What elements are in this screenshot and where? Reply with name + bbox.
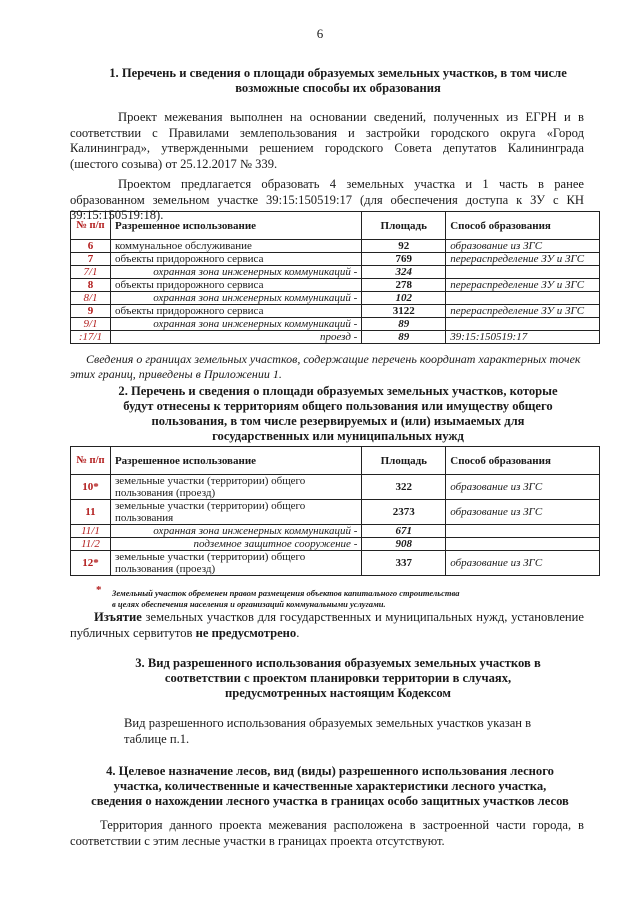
row-num: 8	[71, 279, 111, 292]
row-method: образование из ЗГС	[446, 240, 600, 253]
row-area: 671	[362, 525, 446, 538]
section1-note: Сведения о границах земельных участков, содержащие перечень координат характерных точек этих границ, приведены в Приложении 1.	[70, 352, 581, 381]
header-area: Площадь	[362, 212, 446, 240]
row-num: 11/1	[71, 525, 111, 538]
seizure-paragraph	[70, 610, 584, 641]
section3-title	[98, 656, 578, 701]
section2-title-line2: будут отнесены к территориям общего пользования или имуществу общего	[123, 399, 553, 413]
seizure-bold: Изъятие	[94, 610, 142, 624]
header-method: Способ образования	[446, 212, 600, 240]
row-use: земельные участки (территории) общего пользования	[110, 500, 361, 525]
row-method: перераспределение ЗУ и ЗГС	[446, 253, 600, 266]
section1-paragraph1: Проект межевания выполнен на основании сведений, полученных из ЕГРН и в соответствии с Правилами землепользования и застройки городского округа «Город Калининград», утвержденными решением городского Совета депутатов Калининграда (шестого созыва) от 25.12.2017 № 339.	[70, 110, 584, 171]
footnote	[112, 588, 572, 610]
row-use: коммунальное обслуживание	[110, 240, 361, 253]
table-row	[71, 253, 600, 266]
footnote-line1: Земельный участок обременен правом размещения объектов капитального строительства	[112, 588, 460, 598]
page-number: 6	[316, 26, 324, 41]
row-area: 278	[362, 279, 446, 292]
table-row	[71, 551, 600, 576]
row-num: 9	[71, 305, 111, 318]
row-method: перераспределение ЗУ и ЗГС	[446, 279, 600, 292]
row-num: 6	[71, 240, 111, 253]
table-row	[71, 475, 600, 500]
row-use: проезд -	[110, 331, 361, 344]
section2-title-line4: государственных или муниципальных нужд	[212, 429, 464, 443]
section4-title-line2: участка, количественные и качественные характеристики лесного участка,	[113, 779, 547, 793]
row-method: образование из ЗГС	[446, 500, 600, 525]
row-method	[446, 318, 600, 331]
row-num: 12*	[71, 551, 111, 576]
row-area: 337	[362, 551, 446, 576]
section2-title	[98, 384, 578, 444]
table-row	[71, 500, 600, 525]
section3-title-line1: 3. Вид разрешенного использования образуемых земельных участков в	[135, 656, 541, 670]
row-use: земельные участки (территории) общего пользования (проезд)	[110, 475, 361, 500]
header-num: № п/п	[71, 212, 111, 240]
section1-table	[70, 211, 600, 344]
row-num: 8/1	[71, 292, 111, 305]
row-method: 39:15:150519:17	[446, 331, 600, 344]
row-method	[446, 538, 600, 551]
table-row	[71, 279, 600, 292]
row-area: 769	[362, 253, 446, 266]
row-method	[446, 266, 600, 279]
row-use: объекты придорожного сервиса	[110, 253, 361, 266]
row-method	[446, 525, 600, 538]
section2-title-line1: 2. Перечень и сведения о площади образуемых земельных участков, которые	[118, 384, 558, 398]
header-use: Разрешенное использование	[110, 447, 361, 475]
row-use: объекты придорожного сервиса	[110, 279, 361, 292]
row-method: образование из ЗГС	[446, 475, 600, 500]
section4-title-line3: сведения о нахождении лесного участка в границах особо защитных участков лесов	[91, 794, 569, 808]
table-row	[71, 266, 600, 279]
section1-paragraph2: Проектом предлагается образовать 4 земельных участка и 1 часть в ранее образованном земельном участке 39:15:150519:17 (для обеспечения доступа к ЗУ с КН 39:15:150519:18).	[70, 177, 584, 222]
row-area: 102	[362, 292, 446, 305]
row-use: охранная зона инженерных коммуникаций -	[110, 525, 361, 538]
row-use: объекты придорожного сервиса	[110, 305, 361, 318]
section3-title-line2: соответствии с проектом планировки территории в случаях,	[164, 671, 512, 685]
row-num: 7	[71, 253, 111, 266]
seizure-bold2: не предусмотрено	[195, 625, 297, 640]
row-area: 908	[362, 538, 446, 551]
table-row	[71, 305, 600, 318]
footnote-line2: в целях обеспечения населения и организаций коммунальными услугами.	[112, 599, 386, 609]
table-row	[71, 331, 600, 344]
row-area: 322	[362, 475, 446, 500]
section1-title	[98, 66, 578, 96]
section2-title-line3: пользования, в том числе резервируемых и (или) изымаемых для	[151, 414, 525, 428]
table-row	[71, 538, 600, 551]
table-row	[71, 318, 600, 331]
header-area: Площадь	[362, 447, 446, 475]
table-row	[71, 525, 600, 538]
row-num: 11/2	[71, 538, 111, 551]
footnote-star: *	[96, 584, 102, 596]
row-area: 3122	[362, 305, 446, 318]
row-area: 324	[362, 266, 446, 279]
row-use: охранная зона инженерных коммуникаций -	[110, 266, 361, 279]
row-use: охранная зона инженерных коммуникаций -	[110, 292, 361, 305]
row-area: 92	[362, 240, 446, 253]
row-area: 2373	[362, 500, 446, 525]
row-method: образование из ЗГС	[446, 551, 600, 576]
header-use: Разрешенное использование	[110, 212, 361, 240]
section3-text-line1: Вид разрешенного использования образуемых земельных участков указан в	[124, 716, 532, 730]
section2-table	[70, 446, 600, 576]
row-use: подземное защитное сооружение -	[110, 538, 361, 551]
section1-title-line1: 1. Перечень и сведения о площади образуемых земельных участков, в том числе	[109, 66, 567, 80]
row-num: 9/1	[71, 318, 111, 331]
row-num: 11	[71, 500, 111, 525]
row-num: 7/1	[71, 266, 111, 279]
section3-text-line2: таблице п.1.	[124, 731, 190, 746]
section1-title-line2: возможные способы их образования	[235, 81, 441, 95]
table-header-row	[71, 447, 600, 475]
row-use: охранная зона инженерных коммуникаций -	[110, 318, 361, 331]
section4-title-line1: 4. Целевое назначение лесов, вид (виды) разрешенного использования лесного	[106, 764, 554, 778]
table-row	[71, 292, 600, 305]
section4-text: Территория данного проекта межевания расположена в застроенной части города, в соответствии с этим лесные участки в границах проекта отсутствуют.	[70, 818, 584, 848]
section3-text	[124, 716, 584, 747]
header-num: № п/п	[71, 447, 111, 475]
row-num: 10*	[71, 475, 111, 500]
section4-title	[70, 764, 590, 809]
table-row	[71, 240, 600, 253]
seizure-end: .	[296, 625, 300, 640]
table-header-row	[71, 212, 600, 240]
row-area: 89	[362, 318, 446, 331]
row-area: 89	[362, 331, 446, 344]
row-method: перераспределение ЗУ и ЗГС	[446, 305, 600, 318]
seizure-text: земельных участков для государственных и муниципальных нужд, установление публичных сервитутов	[70, 610, 584, 640]
row-method	[446, 292, 600, 305]
section3-title-line3: предусмотренных настоящим Кодексом	[224, 686, 452, 700]
row-use: земельные участки (территории) общего пользования (проезд)	[110, 551, 361, 576]
row-num: :17/1	[71, 331, 111, 344]
header-method: Способ образования	[446, 447, 600, 475]
